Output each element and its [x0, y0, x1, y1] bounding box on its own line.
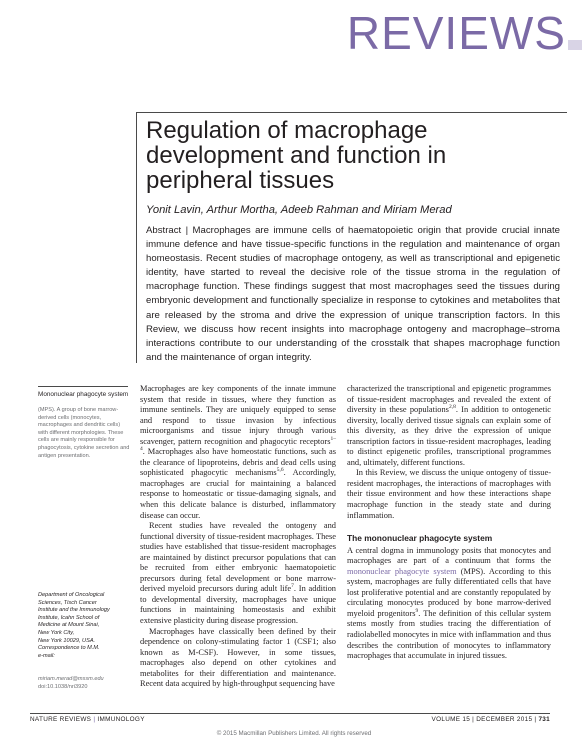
paragraph: characterized the transcriptional and epigenetic programmes of tissue-resident macrophages and revealed the extent of diversity in these populations$^{2,8}$. In addition to ontogenetic diversity, locally derived tissue signals can explain some of this diversity, as they drive the expression of unique transcription factors in tissue-resident macrophages, leading to distinct epigenetic profiles, transcriptional programmes and, ultimately, different functions. [347, 384, 551, 467]
glossary-link[interactable]: mononuclear phagocyte system [347, 566, 457, 576]
body-column-1 [140, 384, 336, 690]
paragraph: In this Review, we discuss the unique ontogeny of tissue-resident macrophages, the interactions of macrophages with their tissue environment and how these interactions shape macrophage function in the steady state and during inflammation. [347, 468, 551, 520]
citation[interactable]: 7 [291, 583, 294, 590]
citation[interactable]: 5,6 [276, 467, 284, 474]
abstract: Abstract | Macrophages are immune cells of haematopoietic origin that provide crucial innate immune defence and have tissue-specific functions in the regulation and maintenance of organ homeostasis. Recent studies of macrophage ontogeny, as well as transcriptional and epigenetic identity, have started to reveal the decisive role of the tissue stroma in the regulation of macrophage function. These findings suggest that most macrophages seed the tissues during embryonic development and functionally specialize in response to cytokines and metabolites that are released by the stroma and drive the expression of unique transcription factors. In this Review, we discuss how recent insights into macrophage ontogeny and macrophage–stroma interactions contribute to our understanding of the crosstalk that shapes macrophage function and the maintenance of organ integrity. [146, 225, 560, 363]
citation[interactable]: 9 [415, 608, 419, 615]
page-number: 731 [538, 716, 550, 723]
margin-tab [568, 40, 582, 50]
author-affiliation: Department of Oncological Sciences, Tisch Cancer Institute and the Immunology Institute, Icahn School of Medicine at Mount Sinai, New York City, New York 10029, USA. Correspondence to M.M. e-mail: [38, 592, 110, 659]
glossary-definition: (MPS). A group of bone marrow-derived cells (monocytes, macrophages and dendritic cells) with different morphologies. These cells are mainly responsible for phagocytosis, cytokine secretion and antigen presentation. [38, 407, 130, 459]
copyright-notice: © 2015 Macmillan Publishers Limited. All rights reserved [216, 730, 372, 737]
glossary-term: Mononuclear phagocyte system [38, 391, 129, 398]
body-column-2 [347, 384, 551, 662]
paragraph: Macrophages have classically been defined by their dependence on colony-stimulating factor 1 (CSF1; also known as M-CSF). However, in some tissues, macrophages also depend on other cytokines and metabolites for their differentiation and maintenance. Recent data acquired by high-throughput sequencing have [140, 626, 336, 689]
footer-divider [30, 713, 550, 714]
section-heading: The mononuclear phagocyte system [347, 533, 493, 544]
correspondence-email[interactable]: miriam.merad@mssm.edu [38, 676, 104, 682]
citation[interactable]: 2,8 [448, 404, 456, 411]
paragraph: A central dogma in immunology posits that monocytes and macrophages are part of a continuum that forms the mononuclear phagocyte system (MPS). According to this system, macrophages are fully differentiated cells that have lost proliferative potential and are constantly repopulated by circulating monocytes produced by bone marrow-derived myeloid progenitors$^9$. The definition of this cellular system stems mostly from studies tracing the differentiation of radiolabelled monocytes in mice with inflammation and thus describes the contribution of monocytes to inflammatory macrophages that accumulate in injured tissues. [347, 545, 551, 661]
sidebar-divider [38, 386, 128, 387]
paragraph: Recent studies have revealed the ontogeny and functional diversity of tissue-resident macrophages. These studies have established that tissue-resident macrophages are maintained by distinct precursor populations that can be recruited from either embryonic haematopoietic precursors during fetal development or bone marrow-derived myeloid precursors during adult life$^7$. In addition to developmental diversity, macrophages have unique functions in maintaining homeostasis and exhibit extensive plasticity during disease progression. [140, 521, 336, 626]
journal-name: NATURE REVIEWS | IMMUNOLOGY [30, 716, 145, 723]
citation[interactable]: 1–4 [140, 435, 336, 453]
issue-info: VOLUME 15 | DECEMBER 2015 | 731 [431, 716, 550, 723]
author-list: Yonit Lavin, Arthur Mortha, Adeeb Rahman and Miriam Merad [146, 204, 452, 216]
section-label: REVIEWS [346, 7, 566, 59]
paragraph: Macrophages are key components of the innate immune system that reside in tissues, where they function as immune sentinels. They are uniquely equipped to sense and respond to tissue invasion by infectious microorganisms and tissue injury through various scavenger, pattern recognition and phagocytic receptors$^{1-4}$. Macrophages also have homeostatic functions, such as the clearance of lipoproteins, debris and dead cells using sophisticated phagocytic mechanisms$^{5,6}$. Accordingly, macrophages are crucial for maintaining a balanced response to homeostatic or tissue-damaging signals, and when this delicate balance is disturbed, inflammatory disease can occur. [140, 384, 337, 520]
doi[interactable]: doi:10.1038/nri3920 [38, 684, 88, 690]
article-title: Regulation of macrophage development and function in peripheral tissues [146, 117, 447, 194]
